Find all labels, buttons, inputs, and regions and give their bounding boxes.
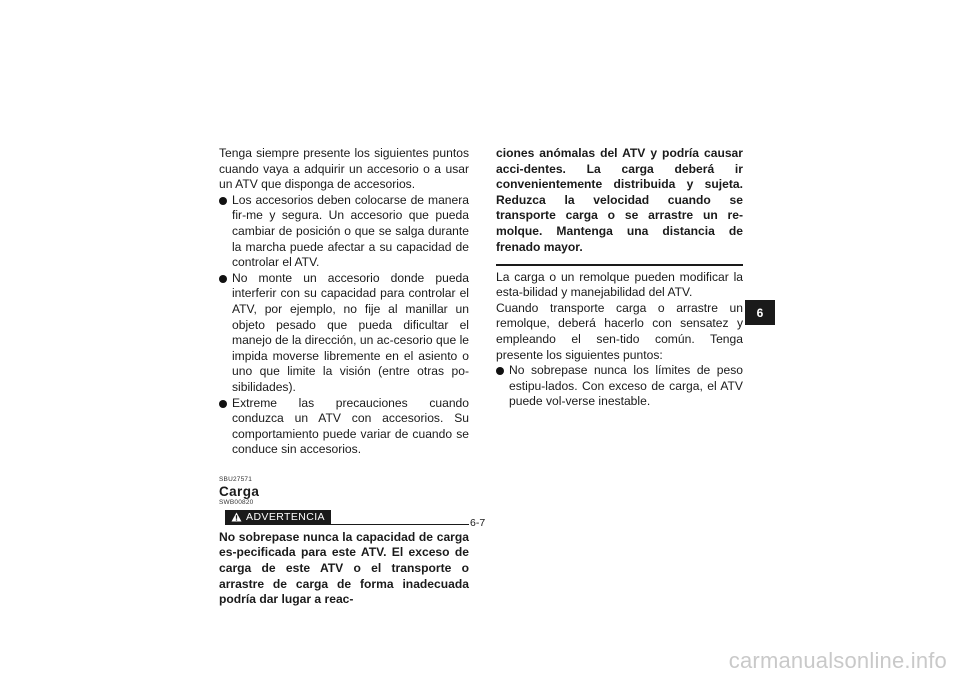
bullet-icon [219,197,227,205]
chapter-tab: 6 [745,300,775,325]
trailer-paragraph: Cuando transporte carga o arrastre un remolque, deberá hacerlo con sensatez y empleando el sen-tido común. Tenga presente los siguientes puntos: [496,300,743,362]
warning-code: SWB00820 [219,498,254,506]
warning-label-box [225,510,331,525]
list-item: No sobrepase nunca los límites de peso estipu-lados. Con exceso de carga, el ATV puede vol-verse inestable. [496,363,743,410]
load-bullet-list [496,363,743,410]
left-column [219,146,469,608]
warning-text-continued: ciones anómalas del ATV y podría causar acci-dentes. La carga deberá ir convenientemente distribuida y sujeta. Reduzca la velocidad cuando se transporte carga o se arrastre un re-molque. Mantenga una distancia de frenado mayor. [496,146,743,254]
warning-rule [331,524,469,525]
bullet-icon [219,400,227,408]
watermark: carmanualsonline.info [728,648,947,673]
list-item: No monte un accesorio donde pueda interferir con su capacidad para controlar el ATV, por ejemplo, no fije al manillar un objeto pesado que pueda dificultar el manejo de la dirección, un ac-cesorio que le impida moverse libremente en el asiento o uno que limite la visión (entre otras po-sibilidades). [219,271,469,396]
load-paragraph: La carga o un remolque pueden modificar la esta-bilidad y manejabilidad del ATV. [496,269,743,300]
warning-header [219,510,469,526]
bullet-icon [496,367,504,375]
accessories-bullet-list [219,193,469,458]
warning-label: ADVERTENCIA [246,510,325,523]
warning-triangle-icon [231,512,242,522]
bullet-icon [219,275,227,283]
section-title: Carga [219,483,260,499]
warning-end-rule [496,264,743,266]
intro-paragraph: Tenga siempre presente los siguientes puntos cuando vaya a adquirir un accesorio o a usar un ATV que disponga de accesorios. [219,146,469,192]
warning-text: No sobrepase nunca la capacidad de carga es-pecificada para este ATV. El exceso de carga de este ATV o el transporte o arrastre de carga de forma inadecuada podría dar lugar a reac- [219,529,469,607]
page-number: 6-7 [470,517,486,529]
right-column [496,146,743,410]
list-item: Los accesorios deben colocarse de manera fir-me y segura. Un accesorio que pueda cambiar de posición o que se salga durante la marcha puede afectar a su capacidad de controlar el ATV. [219,193,469,271]
list-item: Extreme las precauciones cuando conduzca un ATV con accesorios. Su comportamiento puede variar de cuando se conduce sin accesorios. [219,396,469,458]
section-code: SBU27571 [219,475,253,483]
